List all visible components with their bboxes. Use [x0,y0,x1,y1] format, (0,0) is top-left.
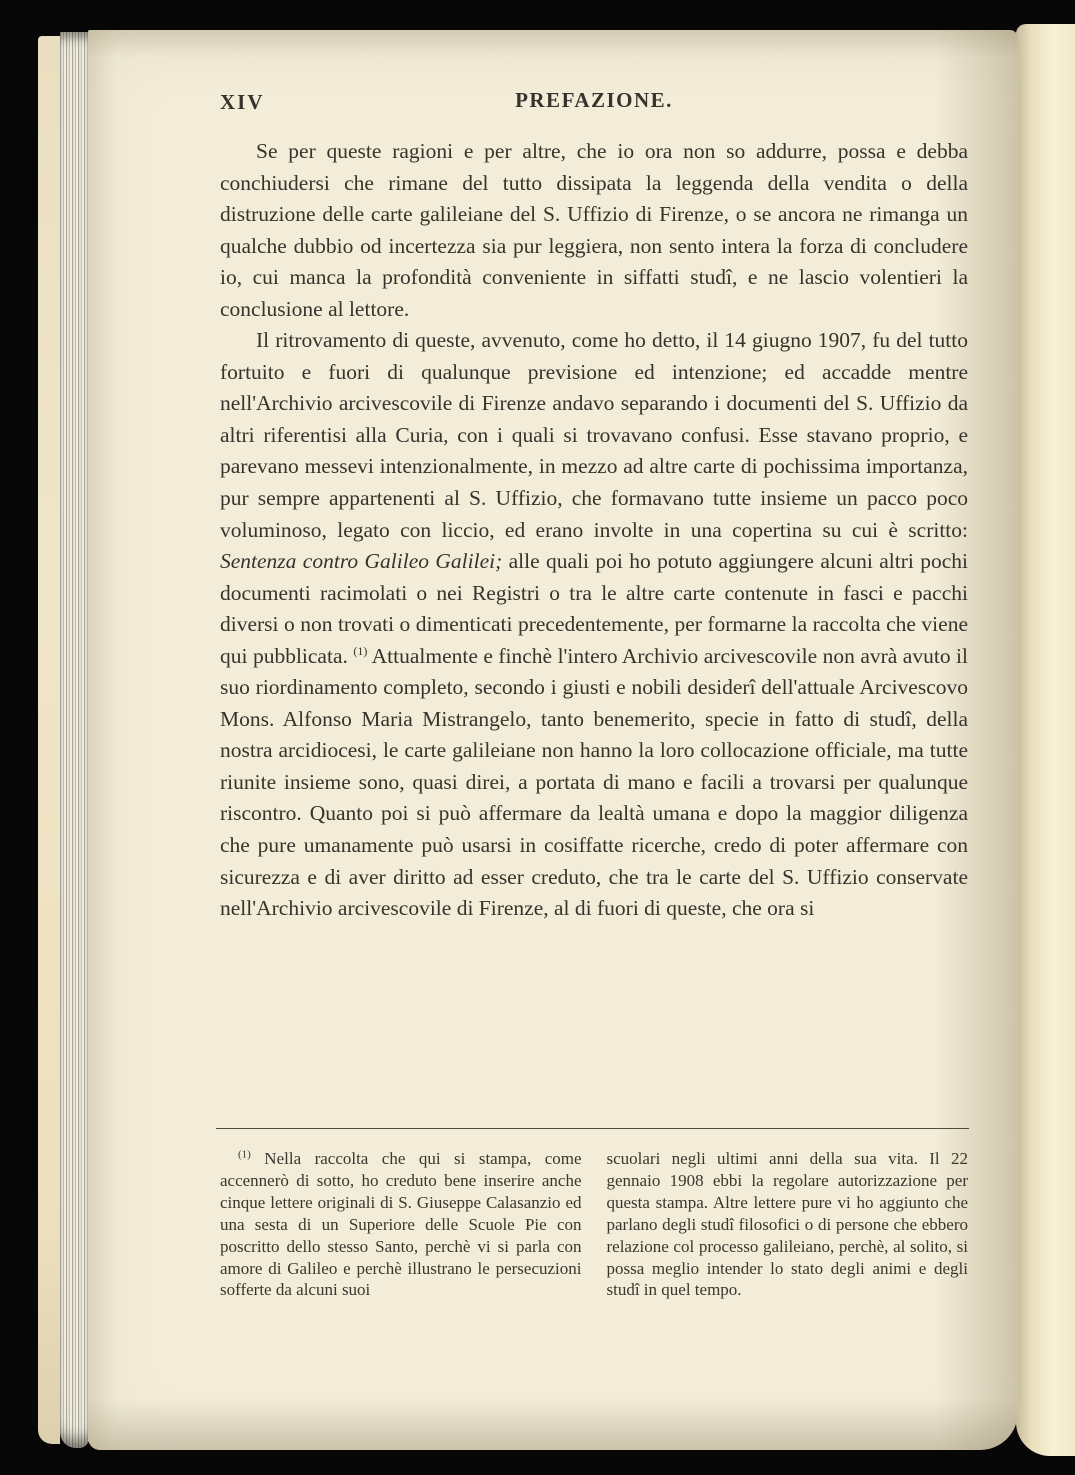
adjacent-page-edge [1016,24,1075,1456]
footnote-marker: (1) [238,1148,251,1161]
paragraph-2-text-start: Il ritrovamento di queste, avvenuto, come ho detto, il 14 giugno 1907, fu del tutto fortuito e fuori di qualunque previsione ed intenzione; ed accadde mentre nell'Archivio arcivescovile di Firenze andavo separando i documenti del S. Uffizio da altri riferentisi alla Curia, con i quali si trovavano confusi. Esse stavano proprio, e parevano messevi intenzionalmente, in mezzo ad altre carte di pochissima importanza, pur sempre appartenenti al S. Uffizio, che formavano tutte insieme un pacco poco voluminoso, legato con liccio, ed erano involte in una copertina su cui è scritto: [220,328,968,542]
footnote-separator [216,1128,969,1129]
book-page [88,30,1018,1450]
page-body [220,136,968,925]
paragraph-1 [220,136,968,325]
footnote-right-text: scuolari negli ultimi anni della sua vita. Il 22 gennaio 1908 ebbi la regolare autorizzazione per questa stampa. Altre lettere pure vi ho aggiunto che parlano degli studî filosofici o di persone che ebbero relazione col processo galileiano, perchè, al solito, si possa meglio intender lo stato degli animi e degli studî in quel tempo. [606,1149,968,1300]
running-title: PREFAZIONE. [515,88,673,112]
footnote [220,1148,968,1301]
paragraph-2-text-end: Attualmente e finchè l'intero Archivio arcivescovile non avrà avuto il suo riordinamento completo, secondo i giusti e nobili desiderî dell'attuale Arcivescovo Mons. Alfonso Maria Mistrangelo, tanto benemerito, specie in fatto di studî, della nostra arcidiocesi, le carte galileiane non hanno la loro collocazione officiale, ma tutte riunite insieme sono, quasi direi, a portata di mano e facili a trovarsi per qualunque riscontro. Quanto poi si può affermare da lealtà umana e dopo la maggior diligenza che pure umanamente può usarsi in cosiffatte ricerche, credo di poter affermare con sicurezza e di aver diritto ad esser creduto, che tra le carte del S. Uffizio conservate nell'Archivio arcivescovile di Firenze, al di fuori di queste, che ora si [220,643,968,921]
italic-work-title: Sentenza contro Galileo Galilei; [220,549,503,574]
footnote-column-left [220,1148,582,1301]
footnote-column-right [607,1148,969,1301]
book-fore-edge [38,36,60,1444]
page-header [220,88,968,116]
footnote-reference: (1) [353,643,368,658]
paragraph-2 [220,325,968,924]
page-stack-edges [60,32,89,1448]
paragraph-1-text: Se per queste ragioni e per altre, che io ora non so addurre, possa e debba conchiudersi che rimane del tutto dissipata la leggenda della vendita o della distruzione delle carte galileiane del S. Uffizio di Firenze, o se ancora ne rimanga un qualche dubbio od incertezza sia pur leggiera, non sento intera la forza di concludere io, cui manca la profondità conveniente in siffatti studî, e ne lascio volentieri la conclusione al lettore. [220,139,968,321]
page-number: XIV [220,90,265,114]
footnote-left-text: Nella raccolta che qui si stampa, come accennerò di sotto, ho creduto bene inserire anche cinque lettere originali di S. Giuseppe Calasanzio ed una sesta di un Superiore delle Scuole Pie con poscritto dello stesso Santo, perchè vi si parla con amore di Galileo e perchè illustrano le persecuzioni sofferte da alcuni suoi [220,1149,582,1300]
paragraph-2-text-middle: alle quali poi ho potuto aggiungere alcuni altri pochi documenti racimolati o nei Registri o tra le altre carte contenute in fasci e pacchi diversi o non trovati o dimenticati precedentemente, per formarne la raccolta che viene qui pubblicata. [220,549,968,668]
